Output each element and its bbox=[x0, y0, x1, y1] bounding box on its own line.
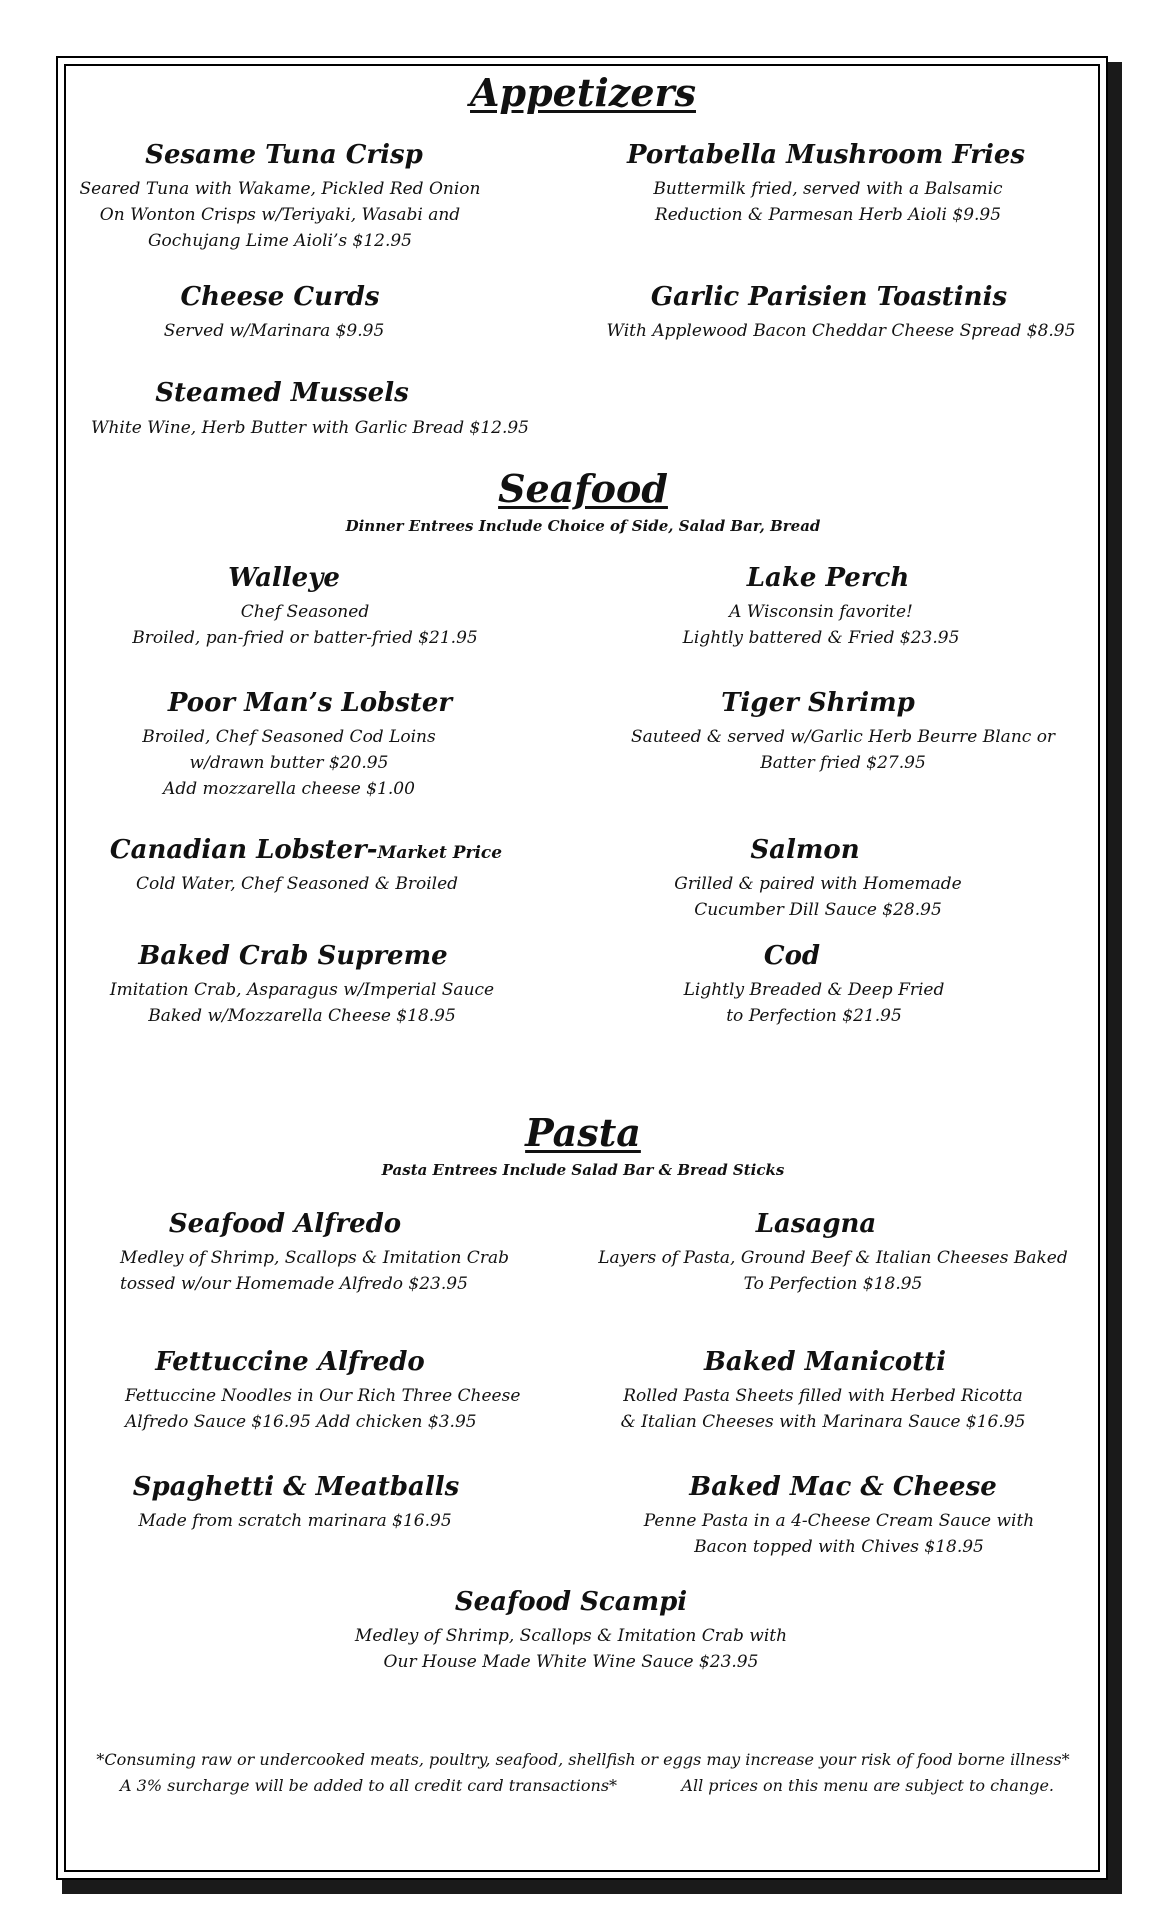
surcharge-note: A 3% surcharge will be added to all credit card transactions* bbox=[120, 1776, 618, 1795]
menu-item-description: Lightly Breaded & Deep Fried to Perfection $21.95 bbox=[683, 980, 945, 1026]
menu-item-description: Broiled, Chef Seasoned Cod Loins w/drawn butter $20.95 Add mozzarella cheese $1.00 bbox=[142, 727, 436, 799]
menu-item-name: Salmon bbox=[750, 835, 860, 865]
seafood-heading: Seafood bbox=[498, 466, 668, 511]
menu-item-name: Baked Manicotti bbox=[703, 1347, 947, 1377]
menu-item-name: Baked Mac & Cheese bbox=[689, 1472, 997, 1502]
menu-item-description: With Applewood Bacon Cheddar Cheese Spread $8.95 bbox=[606, 321, 1076, 341]
menu-item-description: Medley of Shrimp, Scallops & Imitation Crab tossed w/our Homemade Alfredo $23.95 bbox=[120, 1248, 509, 1294]
menu-item-name: Seafood Alfredo bbox=[168, 1209, 402, 1239]
menu-item-description: A Wisconsin favorite! Lightly battered & Fried $23.95 bbox=[682, 602, 960, 648]
menu-item-description: Served w/Marinara $9.95 bbox=[163, 321, 385, 341]
menu-item-description: Penne Pasta in a 4-Cheese Cream Sauce with Bacon topped with Chives $18.95 bbox=[643, 1511, 1035, 1557]
menu-item-name: Poor Man’s Lobster bbox=[167, 688, 453, 718]
menu-item-name: Baked Crab Supreme bbox=[138, 941, 448, 971]
menu-item-name: Canadian Lobster-Market Price bbox=[109, 835, 503, 865]
menu-item-description: Chef Seasoned Broiled, pan-fried or batter-fried $21.95 bbox=[132, 602, 478, 648]
menu-item-description: Layers of Pasta, Ground Beef & Italian Cheeses Baked To Perfection $18.95 bbox=[598, 1248, 1068, 1294]
menu-item-name: Spaghetti & Meatballs bbox=[132, 1472, 460, 1502]
menu-item-description: Sauteed & served w/Garlic Herb Beurre Blanc or Batter fried $27.95 bbox=[630, 727, 1056, 773]
menu-item-name: Steamed Mussels bbox=[155, 378, 409, 408]
menu-item-name: Cheese Curds bbox=[180, 282, 380, 312]
menu-item-description: Cold Water, Chef Seasoned & Broiled bbox=[135, 874, 459, 894]
appetizers-heading: Appetizers bbox=[470, 70, 696, 115]
menu-item-name: Tiger Shrimp bbox=[721, 688, 915, 718]
menu-item-name: Lake Perch bbox=[746, 563, 910, 593]
menu-item-name: Fettuccine Alfredo bbox=[155, 1347, 425, 1377]
menu-item-name: Sesame Tuna Crisp bbox=[145, 140, 423, 170]
pasta-heading: Pasta bbox=[525, 1110, 641, 1155]
pasta-subtitle: Pasta Entrees Include Salad Bar & Bread Sticks bbox=[381, 1161, 785, 1179]
menu-item-description: Buttermilk fried, served with a Balsamic Reduction & Parmesan Herb Aioli $9.95 bbox=[653, 179, 1003, 225]
menu-item-name: Lasagna bbox=[755, 1209, 877, 1239]
menu-item-name: Cod bbox=[763, 941, 821, 971]
menu-item-name: Walleye bbox=[228, 563, 340, 593]
menu-item-description: Fettuccine Noodles in Our Rich Three Cheese Alfredo Sauce $16.95 Add chicken $3.95 bbox=[125, 1386, 521, 1432]
prices-note: All prices on this menu are subject to change. bbox=[681, 1776, 1054, 1795]
menu-item-description: Medley of Shrimp, Scallops & Imitation Crab with Our House Made White Wine Sauce $23.95 bbox=[354, 1626, 788, 1672]
menu-item-description: White Wine, Herb Butter with Garlic Bread $12.95 bbox=[91, 418, 529, 438]
menu-item-name: Portabella Mushroom Fries bbox=[626, 140, 1026, 170]
seafood-subtitle: Dinner Entrees Include Choice of Side, Salad Bar, Bread bbox=[345, 517, 821, 535]
menu-item-description: Imitation Crab, Asparagus w/Imperial Sauce Baked w/Mozzarella Cheese $18.95 bbox=[109, 980, 495, 1026]
menu-item-description: Seared Tuna with Wakame, Pickled Red Onion On Wonton Crisps w/Teriyaki, Wasabi and Gochujang Lime Aioli’s $12.95 bbox=[79, 179, 481, 251]
menu-item-description: Made from scratch marinara $16.95 bbox=[138, 1511, 452, 1531]
food-safety-warning: *Consuming raw or undercooked meats, poultry, seafood, shellfish or eggs may increase your risk of food borne illness* bbox=[96, 1750, 1070, 1769]
menu-item-name: Seafood Scampi bbox=[454, 1587, 688, 1617]
market-price-label: Market Price bbox=[377, 843, 503, 863]
menu-item-description: Grilled & paired with Homemade Cucumber Dill Sauce $28.95 bbox=[674, 874, 962, 920]
menu-item-name: Garlic Parisien Toastinis bbox=[650, 282, 1008, 312]
menu-item-description: Rolled Pasta Sheets filled with Herbed Ricotta & Italian Cheeses with Marinara Sauce $16.95 bbox=[620, 1386, 1026, 1432]
